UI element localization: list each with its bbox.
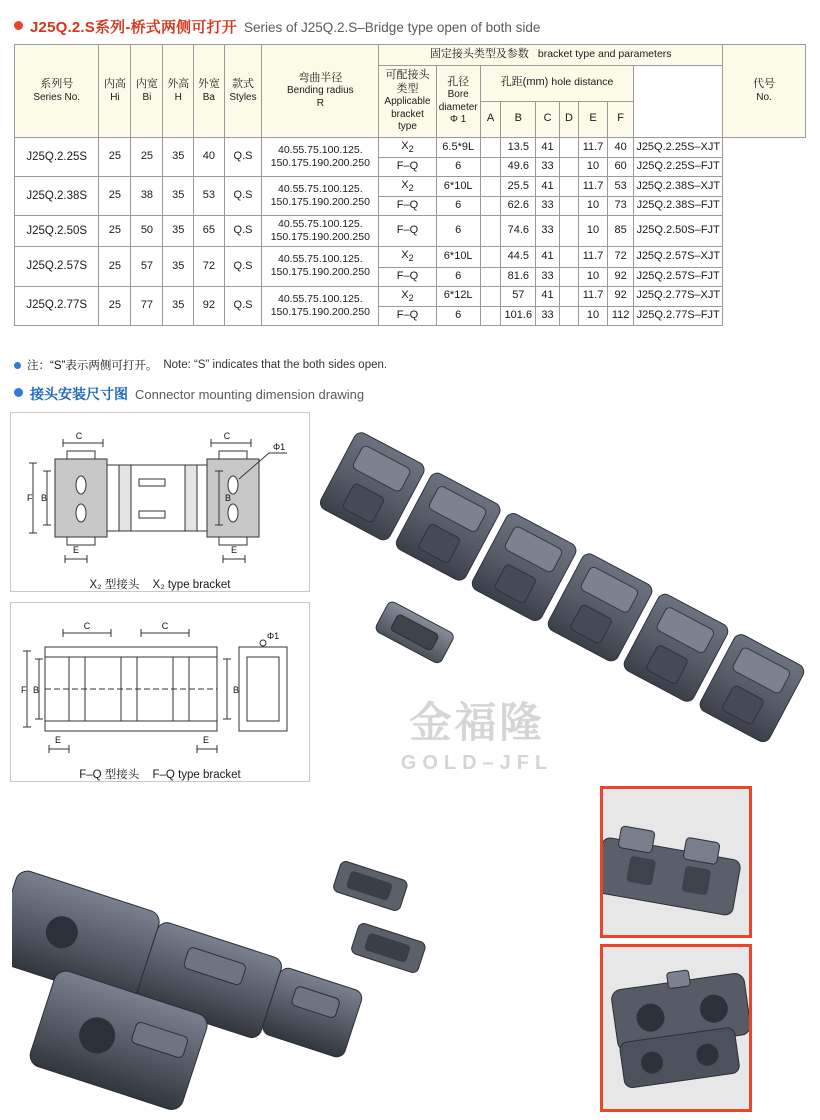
cell-e: 11.7 <box>579 286 608 306</box>
svg-text:F: F <box>21 685 27 695</box>
cell-h: 35 <box>163 286 194 325</box>
cell-bracket-type: $X_2$ <box>379 286 436 306</box>
cell-bi: 77 <box>131 286 163 325</box>
cell-code: J25Q.2.77S–FJT <box>634 307 723 326</box>
cell-bending-radius: 40.55.75.100.125. 150.175.190.200.250 <box>262 247 379 286</box>
cell-h: 35 <box>163 247 194 286</box>
cell-code: J25Q.2.57S–XJT <box>634 247 723 267</box>
th-col-b: B <box>501 101 536 137</box>
table-row <box>15 216 806 247</box>
th-hole-distance: 孔距(mm) hole distance <box>480 65 634 101</box>
drawing-fq-caption: F–Q 型接头 F–Q type bracket <box>79 769 241 781</box>
cell-bore-diameter: 6 <box>436 307 480 326</box>
cell-bi: 57 <box>131 247 163 286</box>
cell-bracket-type: F–Q <box>379 267 436 286</box>
cell-a <box>480 247 501 267</box>
cell-c: 41 <box>536 176 559 196</box>
cell-bore-diameter: 6 <box>436 216 480 247</box>
cell-ba: 53 <box>194 176 225 215</box>
cell-code: J25Q.2.38S–XJT <box>634 176 723 196</box>
cell-a <box>480 176 501 196</box>
cell-b: 44.5 <box>501 247 536 267</box>
svg-text:C: C <box>223 431 231 441</box>
cell-b: 81.6 <box>501 267 536 286</box>
cell-hi: 25 <box>99 286 131 325</box>
cell-code: J25Q.2.25S–XJT <box>634 137 723 157</box>
th-bending-radius: 弯曲半径 Bending radius R <box>262 45 379 138</box>
cell-hi: 25 <box>99 216 131 247</box>
svg-text:B: B <box>233 685 240 695</box>
cell-h: 35 <box>163 176 194 215</box>
detail-1-illustration <box>603 789 749 935</box>
detail-2-illustration <box>603 947 749 1109</box>
cell-f: 72 <box>607 247 633 267</box>
th-col-d: D <box>559 101 578 137</box>
cell-hi: 25 <box>99 247 131 286</box>
svg-text:B: B <box>225 493 232 503</box>
section-title-chinese: 接头安装尺寸图 <box>30 386 128 402</box>
svg-text:C: C <box>83 621 91 631</box>
cell-d <box>559 197 578 216</box>
drawing-x2-caption: X₂ 型接头 X₂ type bracket <box>89 579 231 591</box>
table-row <box>15 176 806 196</box>
cell-bracket-type: F–Q <box>379 216 436 247</box>
table-head-row-1 <box>15 45 806 66</box>
cell-a <box>480 267 501 286</box>
cell-b: 74.6 <box>501 216 536 247</box>
cell-bending-radius: 40.55.75.100.125. 150.175.190.200.250 <box>262 216 379 247</box>
bracket-front-illustration <box>12 800 492 1110</box>
cell-b: 62.6 <box>501 197 536 216</box>
th-bracket-group: 固定接头类型及参数 bracket type and parameters <box>379 45 723 66</box>
spec-table <box>14 44 806 326</box>
th-series: 系列号 Series No. <box>15 45 99 138</box>
cell-bore-diameter: 6 <box>436 267 480 286</box>
cell-hi: 25 <box>99 176 131 215</box>
cell-f: 92 <box>607 286 633 306</box>
th-ba: 外宽 Ba <box>194 45 225 138</box>
cell-ba: 40 <box>194 137 225 176</box>
th-styles: 款式 Styles <box>224 45 262 138</box>
svg-text:B: B <box>33 685 40 695</box>
cell-bending-radius: 40.55.75.100.125. 150.175.190.200.250 <box>262 137 379 176</box>
cell-bracket-type: F–Q <box>379 158 436 177</box>
cell-b: 57 <box>501 286 536 306</box>
table-body <box>15 137 806 325</box>
cell-styles: Q.S <box>224 286 262 325</box>
th-h: 外高 H <box>163 45 194 138</box>
cell-f: 112 <box>607 307 633 326</box>
cell-b: 25.5 <box>501 176 536 196</box>
cell-series: J25Q.2.38S <box>15 176 99 215</box>
cell-d <box>559 267 578 286</box>
cell-c: 33 <box>536 158 559 177</box>
section-title-connector <box>14 384 364 404</box>
cell-c: 41 <box>536 286 559 306</box>
cell-e: 10 <box>579 158 608 177</box>
cell-f: 53 <box>607 176 633 196</box>
th-applicable-type: 可配接头类型 Applicable bracket type <box>379 65 436 137</box>
cell-d <box>559 176 578 196</box>
cell-bore-diameter: 6*10L <box>436 176 480 196</box>
cell-code: J25Q.2.25S–FJT <box>634 158 723 177</box>
drawing-x2-bracket <box>10 412 310 592</box>
cell-e: 10 <box>579 216 608 247</box>
cell-a <box>480 216 501 247</box>
cell-bore-diameter: 6*10L <box>436 247 480 267</box>
cell-series: J25Q.2.57S <box>15 247 99 286</box>
product-photo-bracket-front <box>12 800 492 1110</box>
cell-bracket-type: $X_2$ <box>379 247 436 267</box>
cell-e: 11.7 <box>579 137 608 157</box>
svg-text:E: E <box>203 735 210 745</box>
cell-f: 60 <box>607 158 633 177</box>
cell-a <box>480 158 501 177</box>
table-row <box>15 137 806 157</box>
svg-text:Φ1: Φ1 <box>273 442 286 452</box>
cell-a <box>480 137 501 157</box>
blue-dot-icon <box>14 362 21 369</box>
cell-b: 49.6 <box>501 158 536 177</box>
cell-a <box>480 286 501 306</box>
cell-ba: 92 <box>194 286 225 325</box>
cell-c: 33 <box>536 307 559 326</box>
cell-e: 10 <box>579 267 608 286</box>
cell-series: J25Q.2.25S <box>15 137 99 176</box>
cell-bending-radius: 40.55.75.100.125. 150.175.190.200.250 <box>262 286 379 325</box>
cell-a <box>480 197 501 216</box>
cell-h: 35 <box>163 137 194 176</box>
svg-text:E: E <box>55 735 62 745</box>
cell-hi: 25 <box>99 137 131 176</box>
cell-c: 33 <box>536 216 559 247</box>
cell-a <box>480 307 501 326</box>
product-photo-detail-2 <box>600 944 752 1112</box>
cell-d <box>559 216 578 247</box>
svg-text:E: E <box>73 545 80 555</box>
table-head <box>15 45 806 138</box>
cell-bi: 25 <box>131 137 163 176</box>
cell-ba: 65 <box>194 216 225 247</box>
title-chinese: J25Q.2.S系列-桥式两侧可打开 <box>30 19 237 36</box>
cell-b: 101.6 <box>501 307 536 326</box>
cell-styles: Q.S <box>224 216 262 247</box>
red-bullet-icon <box>14 21 23 30</box>
note-line <box>14 357 387 373</box>
th-bore-diameter: 孔径 Bore diameter Φ 1 <box>436 65 480 137</box>
cell-bi: 50 <box>131 216 163 247</box>
cell-c: 33 <box>536 197 559 216</box>
cell-bending-radius: 40.55.75.100.125. 150.175.190.200.250 <box>262 176 379 215</box>
cell-bore-diameter: 6 <box>436 158 480 177</box>
cell-d <box>559 158 578 177</box>
th-col-a: A <box>480 101 501 137</box>
cell-styles: Q.S <box>224 176 262 215</box>
note-chinese: 注：“S”表示两侧可打开。 <box>27 360 158 372</box>
cell-bore-diameter: 6*12L <box>436 286 480 306</box>
cell-c: 33 <box>536 267 559 286</box>
cell-bracket-type: $X_2$ <box>379 137 436 157</box>
drawing-fq-bracket <box>10 602 310 782</box>
svg-text:E: E <box>231 545 238 555</box>
th-col-f: F <box>607 101 633 137</box>
cell-ba: 72 <box>194 247 225 286</box>
cell-d <box>559 137 578 157</box>
drawing-fq-svg <box>11 603 309 781</box>
cell-d <box>559 286 578 306</box>
watermark: 金福隆 GOLD–JFL <box>400 699 554 774</box>
spec-table-container <box>14 44 806 326</box>
cell-styles: Q.S <box>224 137 262 176</box>
cell-c: 41 <box>536 247 559 267</box>
cell-e: 10 <box>579 307 608 326</box>
cell-f: 92 <box>607 267 633 286</box>
th-code: 代号 No. <box>723 45 806 138</box>
cell-b: 13.5 <box>501 137 536 157</box>
cell-f: 85 <box>607 216 633 247</box>
page-title <box>14 16 540 37</box>
note-english: Note: “S” indicates that the both sides open. <box>163 359 388 371</box>
cell-series: J25Q.2.77S <box>15 286 99 325</box>
title-english: Series of J25Q.2.S–Bridge type open of both side <box>243 20 541 35</box>
svg-text:F: F <box>27 493 33 503</box>
cell-f: 73 <box>607 197 633 216</box>
cell-code: J25Q.2.38S–FJT <box>634 197 723 216</box>
cell-bore-diameter: 6 <box>436 197 480 216</box>
cell-d <box>559 247 578 267</box>
cell-bore-diameter: 6.5*9L <box>436 137 480 157</box>
cell-code: J25Q.2.57S–FJT <box>634 267 723 286</box>
cell-code: J25Q.2.50S–FJT <box>634 216 723 247</box>
table-row <box>15 286 806 306</box>
cell-h: 35 <box>163 216 194 247</box>
cell-d <box>559 307 578 326</box>
blue-bullet-icon <box>14 388 23 397</box>
cell-bracket-type: $X_2$ <box>379 176 436 196</box>
cell-c: 41 <box>536 137 559 157</box>
cell-series: J25Q.2.50S <box>15 216 99 247</box>
cell-bi: 38 <box>131 176 163 215</box>
th-hi: 内高 Hi <box>99 45 131 138</box>
th-col-c: C <box>536 101 559 137</box>
cell-bracket-type: F–Q <box>379 307 436 326</box>
svg-text:Φ1: Φ1 <box>267 631 280 641</box>
th-col-e: E <box>579 101 608 137</box>
cell-e: 10 <box>579 197 608 216</box>
cell-code: J25Q.2.77S–XJT <box>634 286 723 306</box>
svg-text:B: B <box>41 493 48 503</box>
drawing-x2-svg <box>11 413 309 591</box>
svg-text:C: C <box>75 431 83 441</box>
cell-styles: Q.S <box>224 247 262 286</box>
cell-e: 11.7 <box>579 176 608 196</box>
svg-text:C: C <box>161 621 169 631</box>
table-row <box>15 247 806 267</box>
th-bi: 内宽 Bi <box>131 45 163 138</box>
product-photo-detail-1 <box>600 786 752 938</box>
cell-bracket-type: F–Q <box>379 197 436 216</box>
section-title-english: Connector mounting dimension drawing <box>135 387 365 402</box>
cell-f: 40 <box>607 137 633 157</box>
cell-e: 11.7 <box>579 247 608 267</box>
